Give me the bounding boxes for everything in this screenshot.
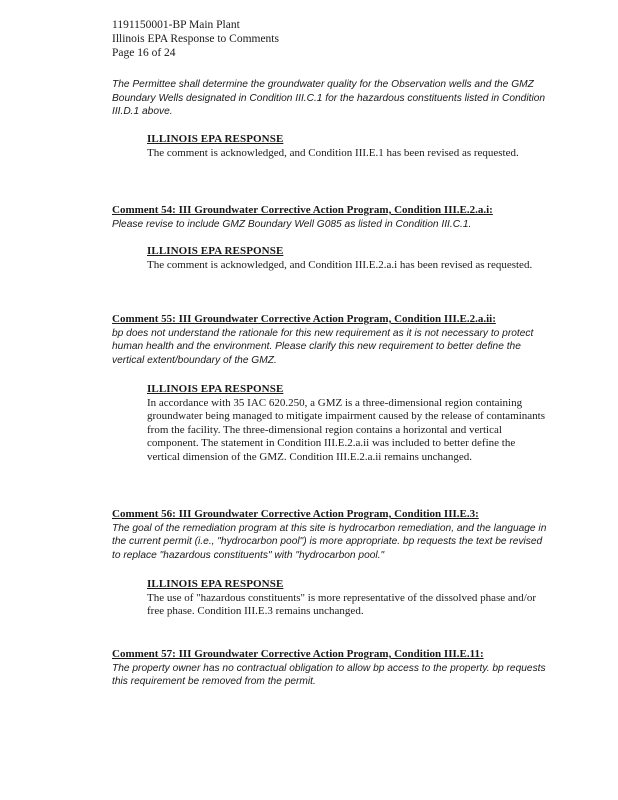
response-text: The comment is acknowledged, and Condition III.E.1 has been revised as requested. bbox=[147, 146, 519, 159]
response-block bbox=[147, 383, 547, 464]
header-doc-title: Illinois EPA Response to Comments bbox=[112, 33, 279, 45]
response-text: The comment is acknowledged, and Condition III.E.2.a.i has been revised as requested. bbox=[147, 258, 533, 271]
comment-heading: Comment 56: III Groundwater Corrective Action Program, Condition III.E.3: bbox=[112, 508, 479, 520]
response-heading: ILLINOIS EPA RESPONSE bbox=[147, 133, 284, 145]
comment-text: bp does not understand the rationale for this new requirement as it is not necessary to protect human health and the environment. Please clarify this new requirement to better define the vertical extent/boundary of the GMZ. bbox=[112, 327, 534, 366]
comment-heading: Comment 57: III Groundwater Corrective Action Program, Condition III.E.11: bbox=[112, 648, 484, 660]
page-header bbox=[112, 18, 279, 60]
comment-text: Please revise to include GMZ Boundary Well G085 as listed in Condition III.C.1. bbox=[112, 218, 472, 230]
response-text: The use of "hazardous constituents" is more representative of the dissolved phase and/or free phase. Condition III.E.3 remains unchanged. bbox=[147, 591, 536, 617]
comment-block bbox=[112, 204, 552, 231]
comment-block bbox=[112, 313, 552, 367]
response-block bbox=[147, 245, 547, 272]
response-block bbox=[147, 133, 547, 160]
comment-block bbox=[112, 508, 552, 562]
response-block bbox=[147, 578, 547, 619]
comment-text: The property owner has no contractual obligation to allow bp access to the property. bp requests this requirement be removed from the permit. bbox=[112, 662, 546, 687]
header-page-number: Page 16 of 24 bbox=[112, 47, 176, 59]
header-permit-id: 1191150001-BP Main Plant bbox=[112, 19, 240, 31]
intro-paragraph: The Permittee shall determine the groundwater quality for the Observation wells and the GMZ Boundary Wells designated in Condition III.C.1 for the hazardous constituents listed in Condition III.D.1 above. bbox=[112, 79, 546, 117]
comment-heading: Comment 55: III Groundwater Corrective Action Program, Condition III.E.2.a.ii: bbox=[112, 313, 496, 325]
response-heading: ILLINOIS EPA RESPONSE bbox=[147, 245, 284, 257]
comment-block bbox=[112, 648, 552, 689]
response-heading: ILLINOIS EPA RESPONSE bbox=[147, 383, 284, 395]
response-heading: ILLINOIS EPA RESPONSE bbox=[147, 578, 284, 590]
response-text: In accordance with 35 IAC 620.250, a GMZ is a three-dimensional region containing groundwater being managed to mitigate impairment caused by the release of contaminants from the facility. The three-dimensional region contains a horizontal and vertical component. The statement in Condition III.E.2.a.ii was included to better define the vertical dimension of the GMZ. Condition III.E.2.a.ii remains unchanged. bbox=[147, 396, 546, 463]
comment-heading: Comment 54: III Groundwater Corrective Action Program, Condition III.E.2.a.i: bbox=[112, 204, 493, 216]
comment-text: The goal of the remediation program at this site is hydrocarbon remediation, and the language in the current permit (i.e., "hydrocarbon pool") is more appropriate. bp requests the text be revised to replace "hazardous constituents" with "hydrocarbon pool." bbox=[112, 522, 547, 561]
